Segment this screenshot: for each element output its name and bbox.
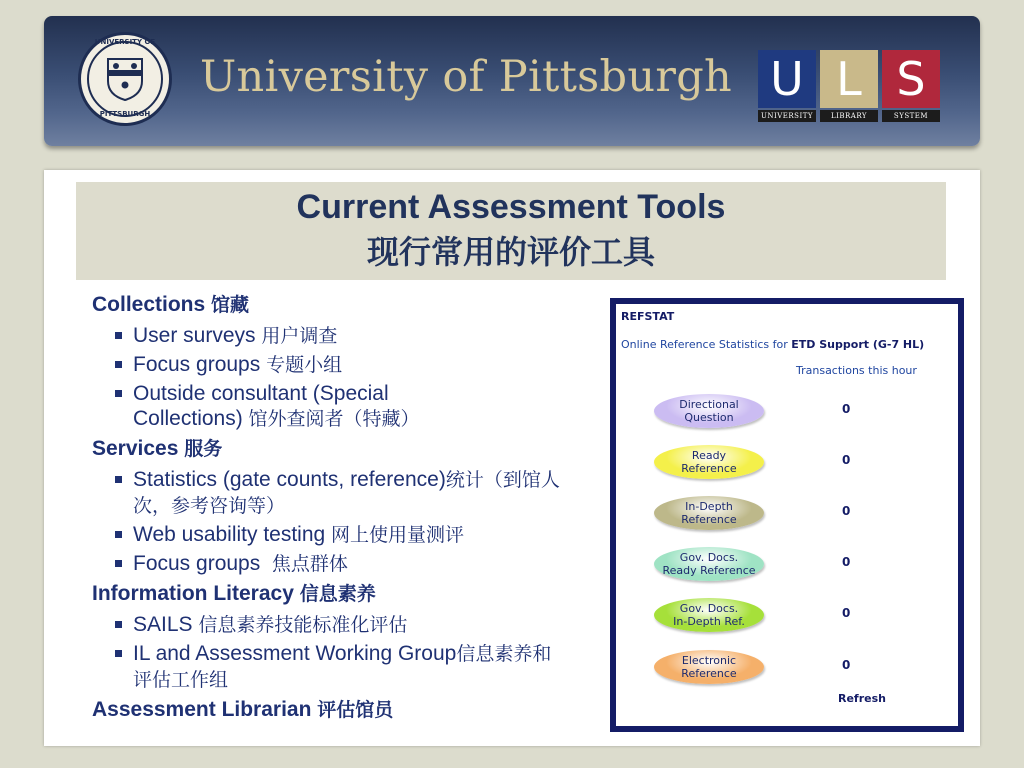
slide-title-chinese: 现行常用的评价工具 <box>366 233 655 271</box>
transaction-count: 0 <box>842 453 851 467</box>
refstat-panel <box>616 304 958 726</box>
square-bullet-icon <box>115 390 122 397</box>
list-item: User surveys 用户调查 <box>92 323 592 349</box>
transaction-count: 0 <box>842 658 851 672</box>
list-item: Statistics (gate counts, reference)统计（到馆人次，参考咨询等） <box>92 467 563 519</box>
transaction-count: 0 <box>842 606 851 620</box>
university-name: University of Pittsburgh <box>200 52 733 102</box>
in-depth-reference-button[interactable]: In-Depth Reference <box>654 496 764 530</box>
section-assessment-librarian: Assessment Librarian 评估馆员 <box>92 698 394 721</box>
header-banner <box>44 16 980 146</box>
university-seal-logo <box>78 32 172 126</box>
uls-logo-u: U UNIVERSITY <box>758 50 816 122</box>
refstat-screenshot <box>610 298 964 732</box>
slide-title-box <box>76 182 946 280</box>
transaction-count: 0 <box>842 555 851 569</box>
square-bullet-icon <box>115 531 122 538</box>
uls-logo-l: L LIBRARY <box>820 50 878 122</box>
refstat-header: REFSTAT <box>621 310 675 323</box>
slide-content <box>44 170 980 746</box>
section-collections: Collections 馆藏 <box>92 293 250 316</box>
ready-reference-button[interactable]: Ready Reference <box>654 445 764 479</box>
square-bullet-icon <box>115 621 122 628</box>
refstat-column-label: Transactions this hour <box>796 364 917 377</box>
bullet-list <box>92 290 592 725</box>
transaction-count: 0 <box>842 402 851 416</box>
directional-question-button[interactable]: Directional Question <box>654 394 764 428</box>
seal-top-text: UNIVERSITY OF <box>94 38 156 46</box>
uls-logo-s: S SYSTEM <box>882 50 940 122</box>
gov-docs-in-depth-ref-button[interactable]: Gov. Docs. In-Depth Ref. <box>654 598 764 632</box>
list-item: Outside consultant (Special Collections) 馆外查阅者（特藏） <box>92 381 483 432</box>
list-item: IL and Assessment Working Group信息素养和评估工作组 <box>92 641 553 693</box>
slide-title-english: Current Assessment Tools <box>296 188 726 226</box>
refstat-subtitle: Online Reference Statistics for ETD Support (G-7 HL) <box>621 338 925 351</box>
refresh-link[interactable]: Refresh <box>838 692 886 705</box>
square-bullet-icon <box>115 476 122 483</box>
transaction-count: 0 <box>842 504 851 518</box>
square-bullet-icon <box>115 361 122 368</box>
gov-docs-ready-reference-button[interactable]: Gov. Docs. Ready Reference <box>654 547 764 581</box>
electronic-reference-button[interactable]: Electronic Reference <box>654 650 764 684</box>
section-services: Services 服务 <box>92 437 223 460</box>
shield-icon <box>106 57 144 101</box>
list-item: Focus groups 专题小组 <box>92 352 592 378</box>
list-item: Web usability testing 网上使用量测评 <box>92 522 592 548</box>
square-bullet-icon <box>115 650 122 657</box>
list-item: SAILS 信息素养技能标准化评估 <box>92 612 592 638</box>
section-information-literacy: Information Literacy 信息素养 <box>92 582 376 605</box>
square-bullet-icon <box>115 332 122 339</box>
seal-bottom-text: PITTSBURGH <box>99 110 151 118</box>
list-item: Focus groups 焦点群体 <box>92 551 592 577</box>
square-bullet-icon <box>115 560 122 567</box>
